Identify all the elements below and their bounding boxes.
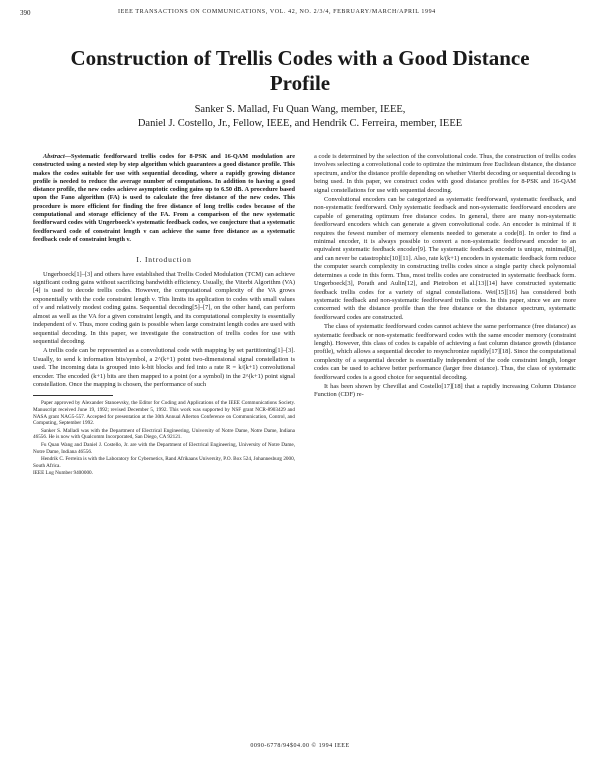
footnote-1: Paper approved by Alexander Stanoevsky, the Editor for Coding and Applications of the IEEE Communications Society. Manuscript received June 19, 1992; revised December 5, 1992. This work was supported by NSF grant NCR-8903429 and NASA grant NAG5-557. Accepted for presentation at the 30th Annual Allerton Conference on Communication, Control, and Computing, September 1992.: [33, 400, 295, 427]
footnote-4: Hendrik C. Ferreira is with the Laboratory for Cybernetics, Rand Afrikaans University, P.O. Box 524, Johannesburg 2000, South Africa.: [33, 456, 295, 469]
author-line-1: Sanker S. Mallad, Fu Quan Wang, member, IEEE,: [194, 104, 406, 115]
footnote-2: Sanker S. Malladi was with the Department of Electrical Engineering, University of Notre Dame, Notre Dame, Indiana 46556. He is now with Qualcomm Incorporated, San Diego, CA 92121.: [33, 427, 295, 441]
abstract-text: Systematic feedforward trellis codes for 8-PSK and 16-QAM modulation are constructed using a nested step by step algorithm which guarantees a good distance profile. This makes the codes suitable for use with sequential decoding, where a rapidly growing distance profile is needed to reduce the average number of computations. In addition to having a good distance profile, the new codes achieve asymptotic coding gains up to 6.50 dB. A procedure based upon the Fano algorithm (FA) is used to calculate the free distance of the new codes. This procedure is more efficient for finding the free distance of long trellis codes because of the computational and storage efficiency of the FA. From a comparison of the new systematic feedforward codes with Ungerboeck's systematic feedback codes, we conjecture that a systematic feedforward code of constraint length ν can achieve the same free distance as a systematic feedback code of constraint length ν.: [33, 153, 295, 243]
abstract-label: Abstract—: [43, 153, 71, 160]
right-paragraph-1: a code is determined by the selection of the convolutional code. Thus, the construction of trellis codes involves selecting a convolutional code to optimize the minimum free Euclidean distance, the distance spectrum, and/or the distance profile depending on whether Viterbi decoding or sequential decoding is being used. In this paper, we construct codes with good distance profiles for 8-PSK and 16-QAM signal constellations for use with sequential decoding.: [314, 153, 576, 194]
journal-header: IEEE TRANSACTIONS ON COMMUNICATIONS, VOL. 42, NO. 2/3/4, FEBRUARY/MARCH/APRIL 1994: [118, 9, 436, 15]
left-column: [33, 153, 295, 477]
intro-paragraph-2: A trellis code can be represented as a convolutional code with mapping by set partitioning[1]–[3]. Usually, to send k information bits/symbol, a 2^(k+1) point two-dimensional signal constellation is used. The incoming data is grouped into k-bit blocks and fed into a rate R = k/(k+1) convolutional encoder. The encoded (k+1) bits are then mapped to a point (or a symbol) in the 2^(k+1) point signal constellation. Once the mapping is chosen, the performance of such: [33, 347, 295, 388]
right-paragraph-4: It has been shown by Chevillat and Costello[17][18] that a rapidly increasing Column Distance Function (CDF) re-: [314, 382, 576, 399]
footnotes: [33, 400, 295, 477]
ieee-log-number: IEEE Log Number 9400000.: [33, 470, 93, 477]
author-block: [40, 103, 560, 131]
copyright-line: 0090-6778/94$04.00 © 1994 IEEE: [250, 743, 350, 749]
right-paragraph-3: The class of systematic feedforward codes cannot achieve the same performance (free distance) as systematic feedback or non-systematic feedforward codes with the same encoder memory (constraint length). However, this class of codes is capable of achieving a fast column distance growth (distance profile), which allows a sequential decoder to resynchronize rapidly[17][18]. Since the computational complexity of a sequential decoder is essentially independent of the code constraint length, longer codes can be used to achieve better performance (larger free distance). Thus, the class of systematic feedforward codes is a good choice for sequential decoding.: [314, 323, 576, 381]
page-number: 390: [20, 9, 31, 17]
paper-title: Construction of Trellis Codes with a Good Distance Profile: [70, 46, 530, 95]
section-heading-introduction: I. Introduction: [136, 255, 192, 265]
footnote-3: Fu Quan Wang and Daniel J. Costello, Jr. are with the Department of Electrical Engineering, University of Notre Dame, Notre Dame, Indiana 46556.: [33, 441, 295, 455]
right-column: [314, 153, 576, 400]
intro-paragraph-1: Ungerboeck[1]–[3] and others have established that Trellis Coded Modulation (TCM) can achieve significant coding gains without sacrificing bandwidth efficiency. Usually, the Viterbi Algorithm (VA)[4] is used to decode trellis codes. However, the computational complexity of the VA grows exponentially with the code constraint length ν. This limits its application to codes with small values of ν and relatively modest coding gains. Sequential decoding[5]–[7], on the other hand, can perform almost as well as the VA for a given constraint length, and its computational complexity is essentially independent of ν. Thus, more coding gain is possible when large constraint length codes are used with sequential decoding. In this paper, we investigate the construction of trellis codes for use with sequential decoding.: [33, 270, 295, 345]
author-line-2: Daniel J. Costello, Jr., Fellow, IEEE, and Hendrik C. Ferreira, member, IEEE: [137, 118, 463, 129]
abstract: [33, 153, 295, 244]
footnote-divider: [33, 395, 113, 396]
right-paragraph-2: Convolutional encoders can be categorized as systematic feedforward, systematic feedback, and non-systematic feedforward. Only systematic feedback and non-systematic feedforward encoders are capable of generating optimum free distance codes. In general, there are many non-systematic feedforward encoders which can generate a given convolutional code. An encoder is minimal if it requires the fewest number of memory elements needed to generate a code[8]. In order to find a minimal encoder, it is always possible to convert a non-systematic feedforward encoder to an equivalent systematic feedback encoder[9]. The systematic feedback encoder is unique, minimal[8], and can never be catastrophic[10][11]. Also, rate k/(k+1) encoders in systematic feedback form reduce the computer search complexity in constructing trellis codes since a single parity check polynomial determines a code in this form. Thus, most trellis codes are constructed in systematic feedback form. Ungerboeck[3], Porath and Aulin[12], and Pietrobon et al.[13][14] have constructed systematic feedback trellis codes for a variety of signal constellations. Wei[15][16] has considered both systematic feedback and non-systematic feedforward trellis codes. In this paper, since we are more concerned with the distance profile than the free distance or the distance spectrum, systematic feedforward codes are constructed.: [314, 196, 576, 321]
